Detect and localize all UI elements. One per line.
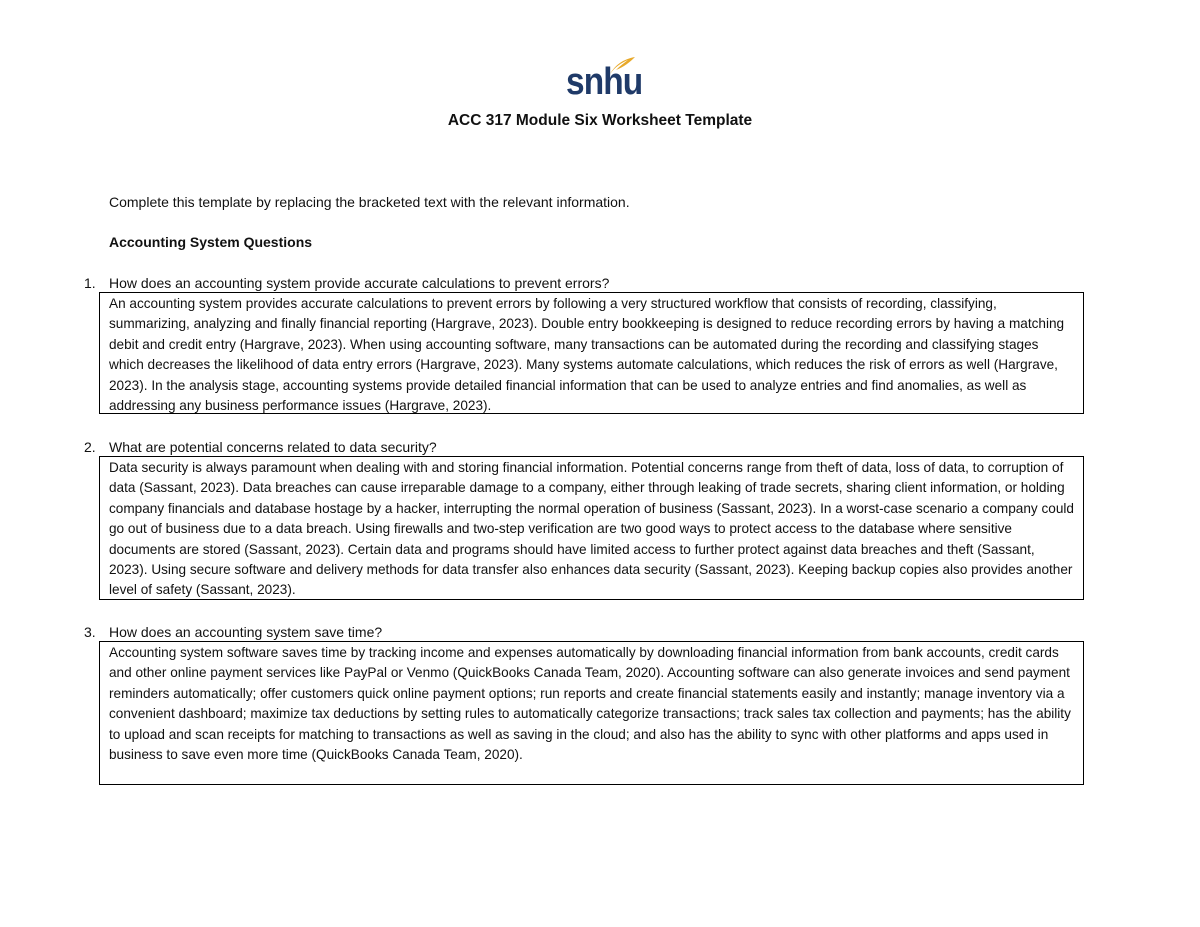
answer-box[interactable]: An accounting system provides accurate calculations to prevent errors by following a very structured workflow that consists of recording, classifying, summarizing, analyzing and finally financial reporting (Hargrave, 2023). Double entry bookkeeping is designed to reduce recording errors by having a matching debit and credit entry (Hargrave, 2023). When using accounting software, many transactions can be automated during the recording and classifying stages which decreases the likelihood of data entry errors (Hargrave, 2023). Many systems automate calculations, which reduces the risk of errors as well (Hargrave, 2023). In the analysis stage, accounting systems provide detailed financial information that can be used to analyze entries and find anomalies, as well as addressing any business performance issues (Hargrave, 2023). <box>99 292 1084 414</box>
answer-box[interactable]: Accounting system software saves time by tracking income and expenses automatically by downloading financial information from bank accounts, credit cards and other online payment services like PayPal or Venmo (QuickBooks Canada Team, 2020). Accounting software can also generate invoices and send payment reminders automatically; offer customers quick online payment options; run reports and create financial statements easily and instantly; manage inventory via a convenient dashboard; maximize tax deductions by setting rules to automatically categorize transactions; track sales tax collection and payments; has the ability to upload and scan receipts for matching to transactions as well as saving in the cloud; and also has the ability to sync with other platforms and apps used in business to save even more time (QuickBooks Canada Team, 2020). <box>99 641 1084 785</box>
question-text: What are potential concerns related to data security? <box>109 439 437 455</box>
logo-wordmark: snhu <box>566 61 643 103</box>
question-text: How does an accounting system provide accurate calculations to prevent errors? <box>109 275 610 291</box>
question-number: 2. <box>84 439 96 455</box>
section-heading: Accounting System Questions <box>109 234 313 250</box>
snhu-logo <box>562 56 643 103</box>
instructions-text: Complete this template by replacing the bracketed text with the relevant information. <box>109 194 630 210</box>
answer-box[interactable]: Data security is always paramount when dealing with and storing financial information. Potential concerns range from theft of data, loss of data, to corruption of data (Sassant, 2023). Data breaches can cause irreparable damage to a company, either through leaking of trade secrets, sharing client information, or holding company financials and database hostage by a hacker, interrupting the normal operation of business (Sassant, 2023). In a worst-case scenario a company could go out of business due to a data breach. Using firewalls and two-step verification are two good ways to protect access to the database where sensitive documents are stored (Sassant, 2023). Certain data and programs should have limited access to further protect against data breaches and theft (Sassant, 2023). Using secure software and delivery methods for data transfer also enhances data security (Sassant, 2023). Keeping backup copies also provides another level of safety (Sassant, 2023). <box>99 456 1084 600</box>
page-title: ACC 317 Module Six Worksheet Template <box>447 112 753 129</box>
question-number: 1. <box>84 275 96 291</box>
question-number: 3. <box>84 624 96 640</box>
question-text: How does an accounting system save time? <box>109 624 383 640</box>
